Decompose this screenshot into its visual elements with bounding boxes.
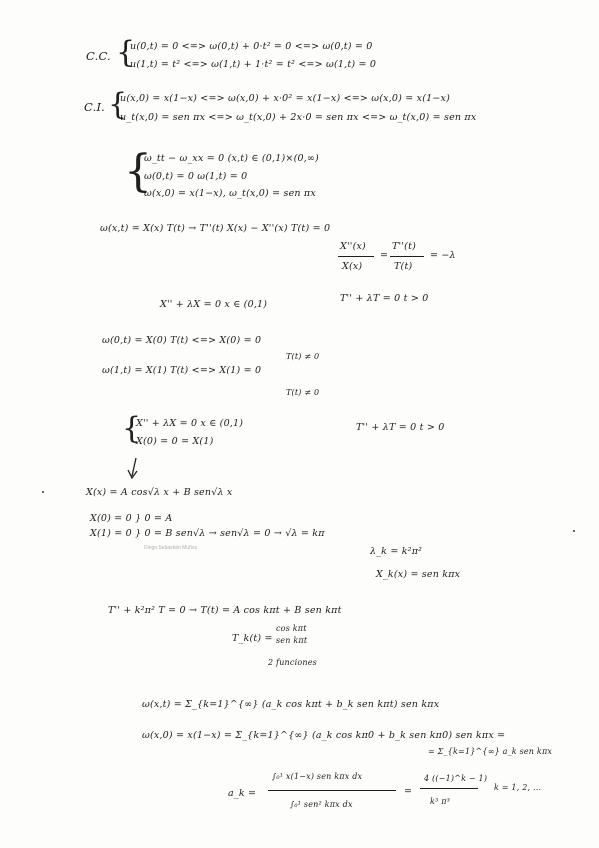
- ci-label: C.I.: [84, 100, 106, 114]
- series-initial: ω(x,0) = x(1−x) = Σ_{k=1}^{∞} (a_k cos kπ0 + b_k sen kπ0) sen kπx =: [142, 730, 506, 741]
- sep-frac-den-left: X(x): [342, 261, 363, 272]
- T-equation: T'' + k²π² T = 0 → T(t) = A cos kπt + B sen kπt: [108, 605, 342, 616]
- sep-frac-num-left: X''(x): [340, 241, 366, 252]
- ak-label: a_k =: [228, 788, 257, 799]
- sl-right: T'' + λT = 0 t > 0: [356, 422, 445, 433]
- ak-numerator: ∫₀¹ x(1−x) sen kπx dx: [272, 772, 363, 781]
- ode-t: T'' + λT = 0 t > 0: [340, 293, 429, 304]
- ak-range: k = 1, 2, ...: [494, 783, 542, 792]
- ci-line-1: u(x,0) = x(1−x) <=> ω(x,0) + x·0² = x(1−x) <=> ω(x,0) = x(1−x): [120, 93, 450, 104]
- sep-frac-num-right: T''(t): [392, 241, 416, 252]
- system-brace: {: [124, 146, 152, 197]
- system-line-3: ω(x,0) = x(1−x), ω_t(x,0) = sen πx: [144, 188, 316, 199]
- separation-line: ω(x,t) = X(x) T(t) → T''(t) X(x) − X''(x) T(t) = 0: [100, 223, 331, 234]
- T-k-note: 2 funciones: [268, 658, 317, 667]
- bc-line-1: ω(0,t) = X(0) T(t) <=> X(0) = 0: [102, 335, 262, 346]
- scan-mark: [42, 491, 44, 493]
- series-solution: ω(x,t) = Σ_{k=1}^{∞} (a_k cos kπt + b_k sen kπt) sen kπx: [142, 699, 440, 710]
- sl-line-2: X(0) = 0 = X(1): [136, 436, 214, 447]
- lambda-k: λ_k = k²π²: [370, 546, 423, 557]
- ak-result-den: k³ π³: [430, 797, 451, 806]
- cc-label: C.C.: [86, 49, 111, 63]
- bc-line-2: ω(1,t) = X(1) T(t) <=> X(1) = 0: [102, 365, 262, 376]
- ode-x: X'' + λX = 0 x ∈ (0,1): [160, 299, 268, 310]
- apply-line-1: X(0) = 0 } 0 = A: [90, 513, 173, 524]
- ak-denominator: ∫₀¹ sen² kπx dx: [290, 800, 353, 809]
- system-line-2: ω(0,t) = 0 ω(1,t) = 0: [144, 171, 248, 182]
- ci-brace: {: [108, 87, 128, 122]
- sep-frac-den-right: T(t): [394, 261, 413, 272]
- watermark: Diego Sebastián Muñoz: [144, 545, 198, 551]
- sep-frac-tail: = −λ: [430, 250, 456, 261]
- ak-result-eq: =: [404, 786, 413, 797]
- scan-mark: [573, 530, 575, 532]
- sl-brace: {: [122, 411, 142, 446]
- cc-line-1: u(0,t) = 0 <=> ω(0,t) + 0·t² = 0 <=> ω(0,t) = 0: [130, 41, 373, 52]
- series-initial-2: = Σ_{k=1}^{∞} a_k sen kπx: [428, 747, 553, 756]
- bc-line-2b: T(t) ≠ 0: [286, 388, 320, 397]
- apply-line-2: X(1) = 0 } 0 = B sen√λ → sen√λ = 0 → √λ = kπ: [90, 528, 325, 539]
- ci-line-2: u_t(x,0) = sen πx <=> ω_t(x,0) + 2x·0 = sen πx <=> ω_t(x,0) = sen πx: [120, 112, 477, 123]
- cc-brace: {: [116, 35, 136, 70]
- ak-result-bar: [420, 788, 478, 789]
- general-solution: X(x) = A cos√λ x + B sen√λ x: [86, 487, 233, 498]
- system-line-1: ω_tt − ω_xx = 0 (x,t) ∈ (0,1)×(0,∞): [144, 153, 319, 164]
- T-k-label: T_k(t) =: [232, 633, 273, 644]
- T-k-mid: sen kπt: [276, 636, 308, 645]
- ak-fraction-bar: [268, 790, 396, 791]
- bc-line-1b: T(t) ≠ 0: [286, 352, 320, 361]
- sep-frac-eq: =: [380, 250, 389, 261]
- T-k-top: cos kπt: [276, 624, 307, 633]
- X-k: X_k(x) = sen kπx: [376, 569, 461, 580]
- sl-line-1: X'' + λX = 0 x ∈ (0,1): [136, 418, 244, 429]
- ak-result-num: 4 ((−1)^k − 1): [424, 774, 488, 783]
- cc-line-2: u(1,t) = t² <=> ω(1,t) + 1·t² = t² <=> ω(1,t) = 0: [130, 59, 377, 70]
